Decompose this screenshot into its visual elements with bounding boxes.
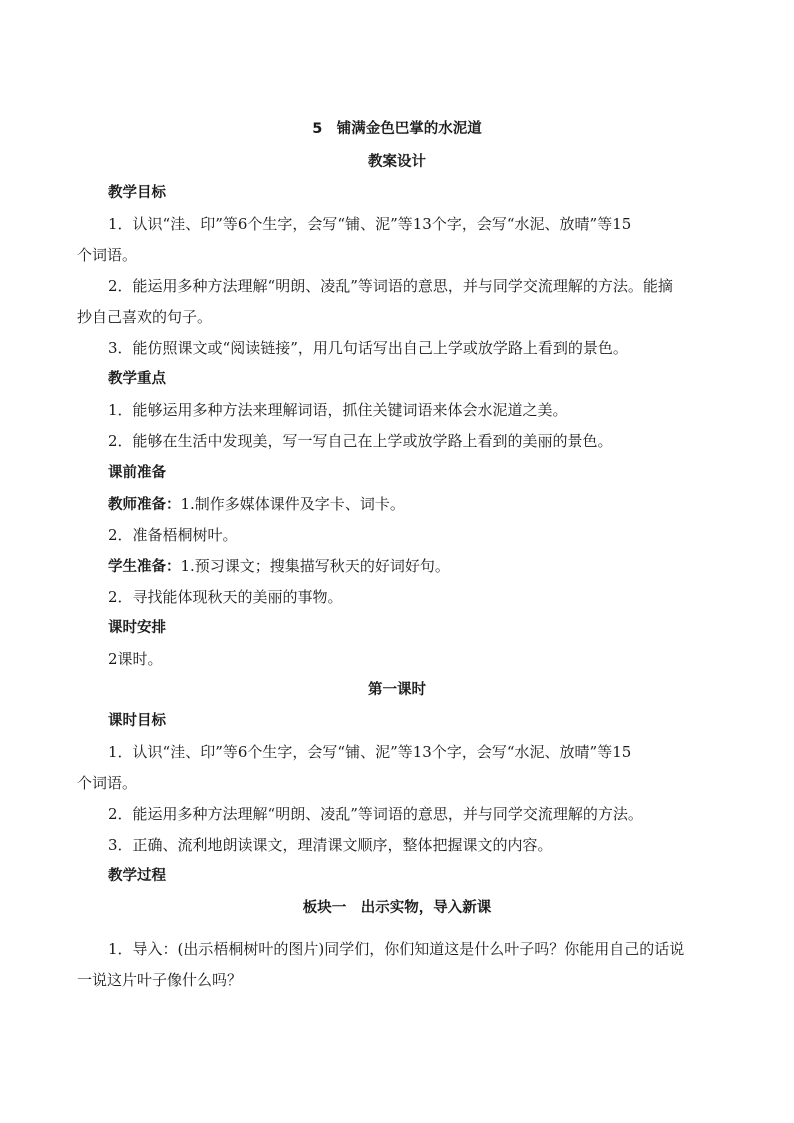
heading-lesson-1: 第一课时: [368, 682, 426, 698]
teacher-prep-1: 1.制作多媒体课件及字卡、词卡。: [180, 495, 405, 513]
student-prep-label: 学生准备：: [108, 559, 181, 575]
intro-line-2: 一说这片叶子像什么吗？: [77, 971, 243, 989]
lesson-goal-1-line-1: 1．认识“洼、印”等6个生字，会写“铺、泥”等13个字，会写“水泥、放晴”等15: [108, 743, 632, 761]
key-2: 2．能够在生活中发现美，写一写自己在上学或放学路上看到的美丽的景色。: [108, 432, 613, 450]
block-1-heading: 板块一 出示实物，导入新课: [302, 900, 492, 916]
heading-teaching-goals: 教学目标: [108, 185, 166, 201]
intro-line-1: 1．导入：(出示梧桐树叶的图片)同学们，你们知道这是什么叶子吗？你能用自己的话说: [108, 940, 685, 958]
schedule-text: 2课时。: [108, 650, 163, 668]
heading-lesson-goals: 课时目标: [108, 713, 166, 729]
heading-teaching-key: 教学重点: [108, 371, 166, 387]
lesson-goal-3: 3．正确、流利地朗读课文，理清课文顺序，整体把握课文的内容。: [108, 836, 553, 854]
goal-1-line-1: 1．认识“洼、印”等6个生字，会写“铺、泥”等13个字，会写“水泥、放晴”等15: [108, 215, 632, 233]
student-prep-1: 1.预习课文；搜集描写秋天的好词好句。: [180, 557, 450, 575]
student-prep: [108, 555, 748, 578]
doc-title: 5 铺满金色巴掌的水泥道: [312, 121, 482, 137]
lesson-goal-1-line-2: 个词语。: [77, 774, 138, 792]
teacher-prep: [108, 493, 748, 516]
key-1: 1．能够运用多种方法来理解词语，抓住关键词语来体会水泥道之美。: [108, 401, 568, 419]
heading-schedule: 课时安排: [108, 620, 166, 636]
teacher-prep-2: 2．准备梧桐树叶。: [108, 526, 238, 544]
goal-3: 3．能仿照课文或“阅读链接”，用几句话写出自己上学或放学路上看到的景色。: [108, 339, 628, 357]
student-prep-2: 2．寻找能体现秋天的美丽的事物。: [108, 588, 343, 606]
goal-1-line-2: 个词语。: [77, 246, 138, 264]
goal-2-line-2: 抄自己喜欢的句子。: [77, 308, 213, 326]
doc-subtitle: 教案设计: [368, 154, 426, 170]
teacher-prep-label: 教师准备：: [108, 497, 181, 513]
heading-preparation: 课前准备: [108, 465, 166, 481]
goal-2-line-1: 2．能运用多种方法理解“明朗、凌乱”等词语的意思，并与同学交流理解的方法。能摘: [108, 277, 673, 295]
lesson-goal-2: 2．能运用多种方法理解“明朗、凌乱”等词语的意思，并与同学交流理解的方法。: [108, 805, 643, 823]
heading-process: 教学过程: [108, 868, 166, 884]
